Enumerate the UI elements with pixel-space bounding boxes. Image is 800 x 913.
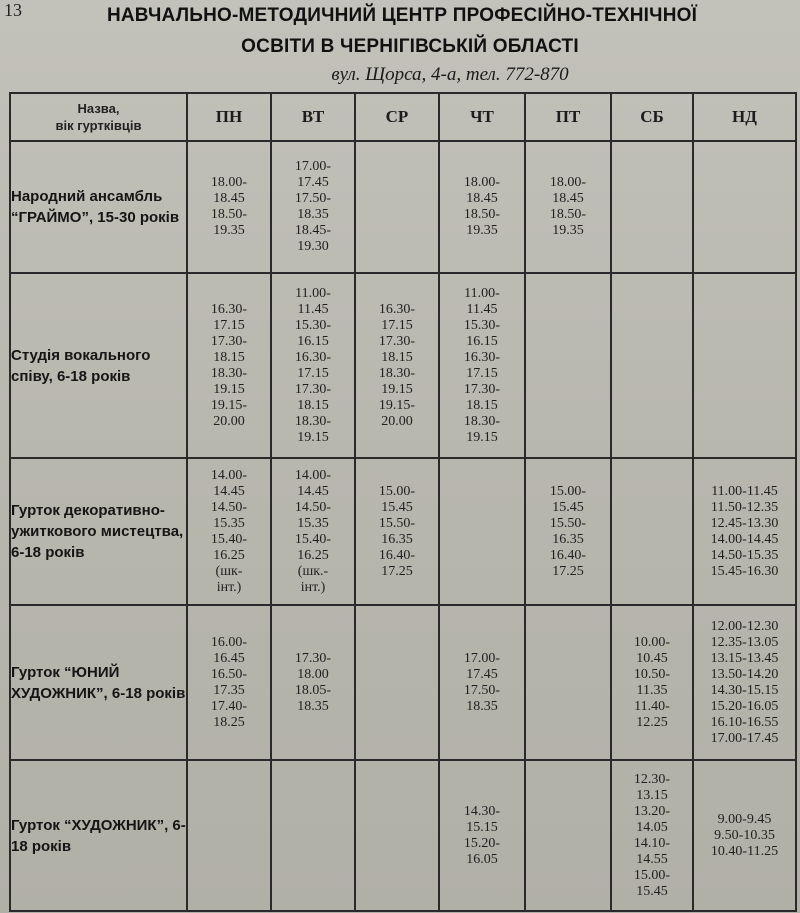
time-slot: 17.45 <box>466 666 498 682</box>
time-slot: 16.40- <box>378 547 416 563</box>
time-cell-thu <box>439 273 525 458</box>
time-cell-wed <box>355 458 439 605</box>
time-slot: 14.50- <box>294 499 332 515</box>
time-cell-sun <box>693 458 796 605</box>
time-slot: 19.15 <box>381 381 413 397</box>
schedule-row <box>10 458 796 605</box>
schedule-row <box>10 141 796 273</box>
time-cell-tue <box>271 760 355 911</box>
time-slot: 17.00- <box>294 159 332 174</box>
time-slot: 11.45 <box>297 301 329 317</box>
time-cell-tue <box>271 605 355 760</box>
time-slot: 15.00- <box>549 483 587 499</box>
time-slot: 15.35 <box>297 515 329 531</box>
time-slot: 17.00- <box>463 650 501 666</box>
activity-name: Гурток “ХУДОЖНИК”, 6-18 років <box>10 760 187 911</box>
time-slot: інт.) <box>300 579 326 595</box>
time-slot: 19.15 <box>466 429 498 445</box>
time-cell-sun <box>693 605 796 760</box>
activity-name: Народний ансамбль “ГРАЙМО”, 15-30 років <box>10 141 187 273</box>
time-slot: 17.30- <box>463 381 501 397</box>
time-slot: 15.20- <box>463 835 501 851</box>
time-slot: 18.00- <box>463 175 501 190</box>
time-slot: 14.10- <box>633 835 671 851</box>
time-slot: 17.15 <box>297 365 329 381</box>
time-slot: 14.00- <box>210 467 248 483</box>
time-slot: 15.50- <box>549 515 587 531</box>
time-cell-thu <box>439 760 525 911</box>
header-day-sat: СБ <box>611 93 693 141</box>
time-slot: 17.15 <box>381 317 413 333</box>
header-day-mon: ПН <box>187 93 271 141</box>
time-slot: 12.45-13.30 <box>710 515 779 531</box>
time-cell-mon <box>187 605 271 760</box>
time-slot: 15.20-16.05 <box>710 698 779 714</box>
time-slot: 18.15 <box>297 397 329 413</box>
time-cell-sat <box>611 273 693 458</box>
time-slot: 18.45 <box>466 191 498 206</box>
time-slot: 17.50- <box>463 682 501 698</box>
time-cell-tue <box>271 458 355 605</box>
time-cell-sat <box>611 141 693 273</box>
time-slot: 15.30- <box>294 317 332 333</box>
time-cell-mon <box>187 760 271 911</box>
header-name-line: Назва, <box>77 101 120 116</box>
time-slot: 13.15-13.45 <box>710 650 779 666</box>
time-slot: 18.35 <box>297 698 329 714</box>
time-slot: (шк.- <box>297 563 329 579</box>
time-slot: 19.15 <box>213 381 245 397</box>
title-line-2: ОСВІТИ В ЧЕРНІГІВСЬКІЙ ОБЛАСТІ <box>241 36 579 57</box>
time-slot: 17.40- <box>210 698 248 714</box>
time-slot: 11.35 <box>636 682 668 698</box>
activity-name: Гурток “ЮНИЙ ХУДОЖНИК”, 6-18 років <box>10 605 187 760</box>
time-cell-tue <box>271 141 355 273</box>
time-slot: 18.15 <box>213 349 245 365</box>
time-cell-sun <box>693 141 796 273</box>
time-slot: 18.30- <box>210 365 248 381</box>
time-slot: 19.30 <box>297 239 329 254</box>
time-slot: 15.45-16.30 <box>710 563 779 579</box>
activity-name: Гурток декоративно-ужиткового мистецтва, 6-18 років <box>10 458 187 605</box>
time-slot: 12.35-13.05 <box>710 634 779 650</box>
time-slot: 17.35 <box>213 682 245 698</box>
time-cell-thu <box>439 605 525 760</box>
time-cell-thu <box>439 141 525 273</box>
time-slot: 17.15 <box>466 365 498 381</box>
time-slot: 19.15- <box>378 397 416 413</box>
time-slot: 18.35 <box>297 207 329 222</box>
time-slot: 11.45 <box>466 301 498 317</box>
time-slot: 16.30- <box>463 349 501 365</box>
time-slot: 19.35 <box>552 223 584 238</box>
time-slot: 14.00-14.45 <box>710 531 779 547</box>
time-cell-fri <box>525 458 611 605</box>
time-slot: 19.35 <box>213 223 245 238</box>
time-cell-sun <box>693 760 796 911</box>
time-slot: 16.30- <box>210 301 248 317</box>
time-slot: 17.30- <box>378 333 416 349</box>
time-slot: 17.30- <box>294 650 332 666</box>
time-cell-sat <box>611 458 693 605</box>
time-slot: 18.30- <box>463 413 501 429</box>
time-slot: 14.45 <box>297 483 329 499</box>
time-slot: 14.50-15.35 <box>710 547 779 563</box>
address-line: вул. Щорса, 4-а, тел. 772-870 <box>331 64 569 85</box>
time-slot: (шк- <box>215 563 243 579</box>
header-day-wed: СР <box>355 93 439 141</box>
time-slot: 16.30- <box>378 301 416 317</box>
time-slot: 16.00- <box>210 634 248 650</box>
schedule-row <box>10 273 796 458</box>
time-slot: 18.00- <box>549 175 587 190</box>
time-cell-sat <box>611 605 693 760</box>
time-slot: 20.00 <box>213 413 245 429</box>
time-slot: 15.45 <box>552 499 584 515</box>
time-cell-mon <box>187 458 271 605</box>
time-slot: 18.00 <box>297 666 329 682</box>
time-slot: інт.) <box>216 579 242 595</box>
time-slot: 16.25 <box>297 547 329 563</box>
time-slot: 11.50-12.35 <box>710 499 779 515</box>
time-slot: 17.50- <box>294 191 332 206</box>
time-slot: 15.45 <box>636 883 668 899</box>
time-slot: 18.50- <box>210 207 248 222</box>
time-slot: 16.35 <box>552 531 584 547</box>
schedule-row <box>10 760 796 911</box>
time-cell-sat <box>611 760 693 911</box>
time-slot: 18.25 <box>213 714 245 730</box>
time-slot: 14.30-15.15 <box>710 682 779 698</box>
time-slot: 16.15 <box>466 333 498 349</box>
time-slot: 13.20- <box>633 803 671 819</box>
time-slot: 12.00-12.30 <box>710 618 779 634</box>
time-slot: 19.35 <box>466 223 498 238</box>
time-slot: 14.05 <box>636 819 668 835</box>
time-slot: 19.15 <box>297 429 329 445</box>
time-slot: 17.30- <box>294 381 332 397</box>
time-slot: 16.45 <box>213 650 245 666</box>
time-slot: 17.25 <box>552 563 584 579</box>
time-slot: 16.15 <box>297 333 329 349</box>
time-slot: 18.05- <box>294 682 332 698</box>
time-cell-fri <box>525 605 611 760</box>
time-slot: 16.50- <box>210 666 248 682</box>
time-slot: 18.45- <box>294 223 332 238</box>
time-slot: 11.00- <box>464 285 500 301</box>
time-slot: 18.45 <box>552 191 584 206</box>
time-slot: 16.35 <box>381 531 413 547</box>
time-slot: 13.15 <box>636 787 668 803</box>
header-day-tue: ВТ <box>271 93 355 141</box>
time-cell-mon <box>187 141 271 273</box>
time-cell-fri <box>525 141 611 273</box>
time-cell-sun <box>693 273 796 458</box>
time-slot: 14.45 <box>213 483 245 499</box>
time-slot: 18.15 <box>381 349 413 365</box>
time-slot: 18.15 <box>466 397 498 413</box>
time-slot: 12.25 <box>636 714 668 730</box>
time-slot: 13.50-14.20 <box>710 666 779 682</box>
time-cell-wed <box>355 605 439 760</box>
time-slot: 15.45 <box>381 499 413 515</box>
time-slot: 11.40- <box>634 698 670 714</box>
time-slot: 17.00-17.45 <box>710 730 779 746</box>
time-slot: 18.30- <box>378 365 416 381</box>
time-slot: 20.00 <box>381 413 413 429</box>
time-slot: 10.40-11.25 <box>710 843 779 859</box>
header-name-line: вік гуртківців <box>55 118 142 133</box>
activity-name: Студія вокального співу, 6-18 років <box>10 273 187 458</box>
time-slot: 15.30- <box>463 317 501 333</box>
time-slot: 11.00- <box>295 285 331 301</box>
page-number: 13 <box>4 0 22 20</box>
time-slot: 14.55 <box>636 851 668 867</box>
header-day-fri: ПТ <box>525 93 611 141</box>
time-slot: 18.45 <box>213 191 245 206</box>
time-cell-tue <box>271 273 355 458</box>
time-slot: 18.30- <box>294 413 332 429</box>
time-slot: 18.50- <box>463 207 501 222</box>
time-slot: 12.30- <box>633 771 671 787</box>
time-slot: 10.50- <box>633 666 671 682</box>
time-cell-fri <box>525 273 611 458</box>
time-slot: 15.40- <box>210 531 248 547</box>
time-cell-mon <box>187 273 271 458</box>
time-slot: 17.45 <box>297 175 329 190</box>
time-cell-fri <box>525 760 611 911</box>
time-slot: 16.30- <box>294 349 332 365</box>
time-slot: 19.15- <box>210 397 248 413</box>
time-slot: 17.25 <box>381 563 413 579</box>
time-slot: 10.00- <box>633 634 671 650</box>
header-row <box>10 93 796 141</box>
time-slot: 16.40- <box>549 547 587 563</box>
time-slot: 17.15 <box>213 317 245 333</box>
time-slot: 14.00- <box>294 467 332 483</box>
time-slot: 9.00-9.45 <box>717 811 772 827</box>
time-slot: 18.50- <box>549 207 587 222</box>
time-slot: 14.50- <box>210 499 248 515</box>
time-slot: 10.45 <box>636 650 668 666</box>
time-cell-wed <box>355 760 439 911</box>
time-slot: 15.50- <box>378 515 416 531</box>
header-day-sun: НД <box>693 93 796 141</box>
time-cell-wed <box>355 141 439 273</box>
time-slot: 11.00-11.45 <box>711 483 778 499</box>
time-slot: 15.00- <box>633 867 671 883</box>
time-slot: 18.35 <box>466 698 498 714</box>
time-slot: 9.50-10.35 <box>714 827 775 843</box>
time-slot: 16.10-16.55 <box>710 714 779 730</box>
time-slot: 15.15 <box>466 819 498 835</box>
time-slot: 15.35 <box>213 515 245 531</box>
time-cell-wed <box>355 273 439 458</box>
time-slot: 16.05 <box>466 851 498 867</box>
schedule-row <box>10 605 796 760</box>
time-slot: 17.30- <box>210 333 248 349</box>
schedule-table <box>9 92 797 912</box>
time-slot: 18.00- <box>210 175 248 190</box>
header-name <box>10 93 187 141</box>
time-slot: 15.40- <box>294 531 332 547</box>
time-slot: 14.30- <box>463 803 501 819</box>
title-line-1: НАВЧАЛЬНО-МЕТОДИЧНИЙ ЦЕНТР ПРОФЕСІЙНО-ТЕХНІЧНОЇ <box>106 5 698 26</box>
header-day-thu: ЧТ <box>439 93 525 141</box>
time-slot: 15.00- <box>378 483 416 499</box>
time-slot: 16.25 <box>213 547 245 563</box>
time-cell-thu <box>439 458 525 605</box>
